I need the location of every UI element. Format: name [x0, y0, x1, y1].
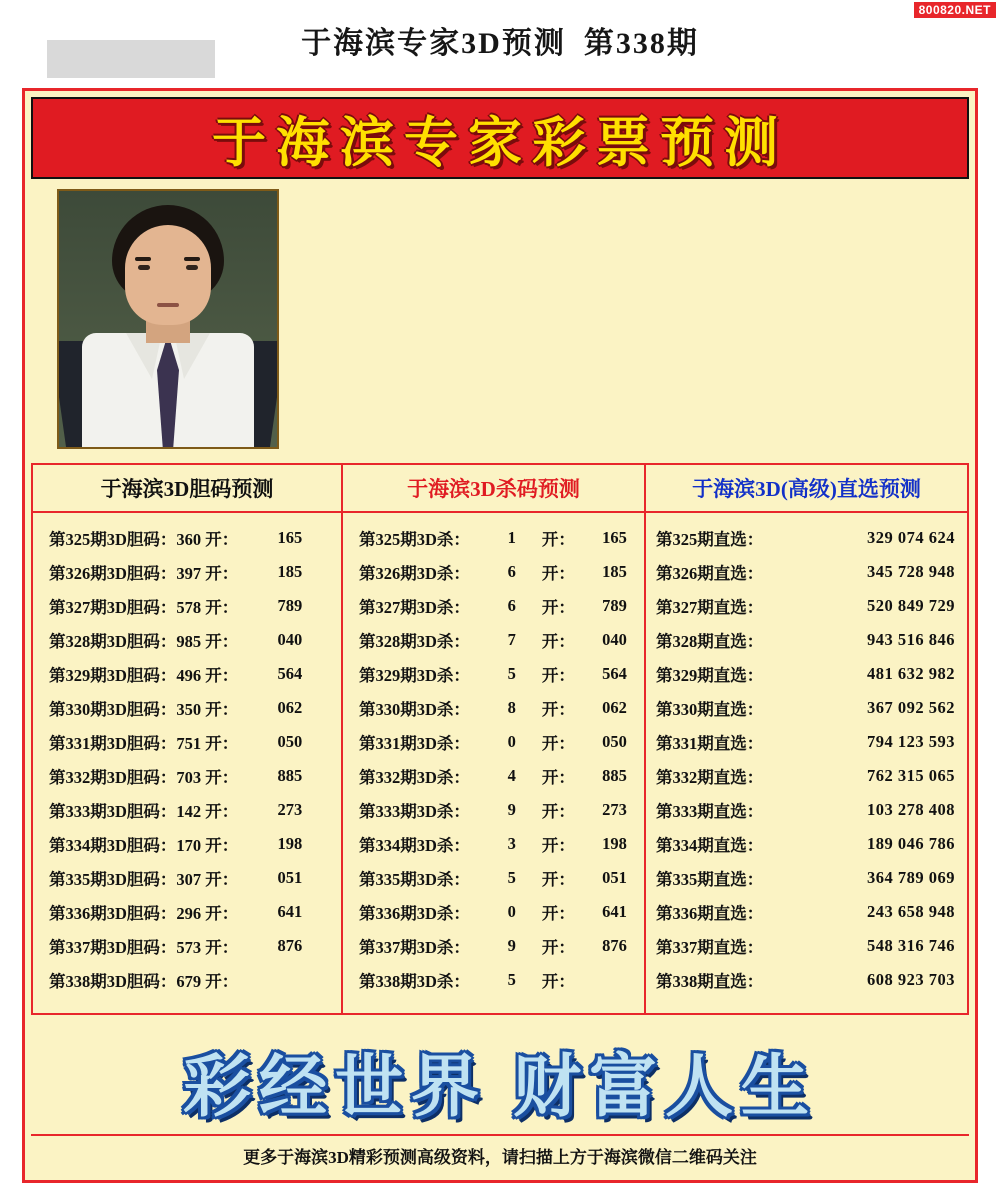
row-numbers: 364 789 069: [867, 868, 955, 887]
table-row: [33, 963, 341, 997]
row-open-label: 开：: [541, 904, 575, 923]
row-kill-number: 8: [507, 698, 516, 717]
table-row: [343, 657, 644, 691]
slogan-left: 彩经世界: [182, 1048, 487, 1125]
table-row: [33, 861, 341, 895]
row-label: 第325期3D杀：: [359, 530, 470, 549]
slogan-banner: [31, 1021, 969, 1141]
row-open: 185: [277, 562, 303, 581]
row-numbers: 345 728 948: [867, 562, 955, 581]
slogan-text: [183, 1033, 817, 1130]
footer-text: 更多于海滨3D精彩预测高级资料，请扫描上方于海滨微信二维码关注: [243, 1147, 757, 1167]
table-row: [33, 929, 341, 963]
row-label: 第332期3D杀：: [359, 768, 470, 787]
row-label: 第327期3D杀：: [359, 598, 470, 617]
table-row: [646, 895, 967, 929]
row-label: 第330期直选：: [656, 700, 764, 719]
row-open: 789: [602, 596, 627, 615]
row-open: 641: [602, 902, 627, 921]
portrait-eye-right: [186, 265, 198, 270]
expert-portrait-photo: [57, 189, 279, 449]
table-row: [646, 759, 967, 793]
qr-code-area: [289, 189, 965, 449]
table-row: [343, 895, 644, 929]
row-label: 第329期直选：: [656, 666, 764, 685]
row-label: 第332期直选：: [656, 768, 764, 787]
column-kill-code: [343, 463, 646, 1015]
row-numbers: 243 658 948: [867, 902, 955, 921]
table-row: [33, 725, 341, 759]
row-kill-number: 0: [507, 902, 516, 921]
row-numbers: 548 316 746: [867, 936, 955, 955]
table-row: [343, 691, 644, 725]
row-kill-number: 5: [507, 664, 516, 683]
row-open-label: 开：: [541, 938, 575, 957]
row-label: 第328期直选：: [656, 632, 764, 651]
banner-title: 于海滨专家彩票预测: [212, 112, 788, 173]
row-open: 050: [277, 732, 303, 751]
row-open: 885: [602, 766, 627, 785]
footer-bar: [31, 1134, 969, 1174]
prediction-columns: [31, 463, 969, 1015]
row-label: 第330期3D胆码：350 开：: [49, 700, 239, 719]
row-label: 第331期3D胆码：751 开：: [49, 734, 239, 753]
row-numbers: 329 074 624: [867, 528, 955, 547]
row-kill-number: 5: [507, 868, 516, 887]
row-open: 062: [602, 698, 627, 717]
row-open: 273: [277, 800, 303, 819]
row-label: 第333期3D胆码：142 开：: [49, 802, 239, 821]
row-label: 第329期3D杀：: [359, 666, 470, 685]
column-kill-rows: [343, 513, 644, 997]
table-row: [33, 827, 341, 861]
table-row: [343, 827, 644, 861]
row-open: 165: [602, 528, 627, 547]
row-open-label: 开：: [541, 700, 575, 719]
table-row: [646, 521, 967, 555]
table-row: [646, 657, 967, 691]
row-open: 273: [602, 800, 627, 819]
column-dan-code: [31, 463, 343, 1015]
row-open: 564: [602, 664, 627, 683]
column-direct-header: 于海滨3D(高级)直选预测: [646, 465, 967, 513]
slogan-right: 财富人生: [513, 1048, 818, 1125]
row-numbers: 520 849 729: [867, 596, 955, 615]
table-row: [343, 555, 644, 589]
row-kill-number: 1: [507, 528, 516, 547]
site-watermark: 800820.NET: [914, 2, 996, 18]
table-row: [646, 623, 967, 657]
row-kill-number: 6: [507, 562, 516, 581]
page-title-issue: 第338期: [583, 27, 699, 60]
table-row: [33, 521, 341, 555]
table-row: [33, 691, 341, 725]
table-row: [343, 929, 644, 963]
row-numbers: 762 315 065: [867, 766, 955, 785]
row-open: 050: [602, 732, 627, 751]
row-label: 第335期直选：: [656, 870, 764, 889]
row-label: 第335期3D胆码：307 开：: [49, 870, 239, 889]
row-kill-number: 6: [507, 596, 516, 615]
row-label: 第326期直选：: [656, 564, 764, 583]
row-label: 第337期3D杀：: [359, 938, 470, 957]
row-open: 876: [602, 936, 627, 955]
row-label: 第328期3D胆码：985 开：: [49, 632, 239, 651]
media-row: [31, 185, 969, 457]
table-row: [343, 793, 644, 827]
row-label: 第337期直选：: [656, 938, 764, 957]
column-direct-selection: [646, 463, 969, 1015]
row-open: 051: [602, 868, 627, 887]
table-row: [646, 589, 967, 623]
table-row: [646, 793, 967, 827]
row-label: 第334期直选：: [656, 836, 764, 855]
logo-placeholder: [47, 40, 215, 78]
table-row: [33, 623, 341, 657]
row-label: 第336期直选：: [656, 904, 764, 923]
row-open: 564: [277, 664, 303, 683]
row-label: 第326期3D胆码：397 开：: [49, 564, 239, 583]
row-open: 198: [602, 834, 627, 853]
table-row: [33, 793, 341, 827]
row-label: 第331期3D杀：: [359, 734, 470, 753]
row-kill-number: 7: [507, 630, 516, 649]
poster-body: [22, 88, 978, 1183]
row-numbers: 103 278 408: [867, 800, 955, 819]
row-open-label: 开：: [541, 530, 575, 549]
portrait-mouth: [157, 303, 179, 307]
row-open: 051: [277, 868, 303, 887]
table-row: [343, 521, 644, 555]
row-open-label: 开：: [541, 734, 575, 753]
row-open: 185: [602, 562, 627, 581]
row-numbers: 367 092 562: [867, 698, 955, 717]
row-label: 第327期3D胆码：578 开：: [49, 598, 239, 617]
row-open: 040: [277, 630, 303, 649]
row-label: 第333期3D杀：: [359, 802, 470, 821]
table-row: [33, 555, 341, 589]
row-open: 165: [277, 528, 303, 547]
table-row: [646, 861, 967, 895]
row-open-label: 开：: [541, 768, 575, 787]
table-row: [646, 555, 967, 589]
row-open: 198: [277, 834, 303, 853]
row-open-label: 开：: [541, 598, 575, 617]
table-row: [343, 861, 644, 895]
row-label: 第328期3D杀：: [359, 632, 470, 651]
row-kill-number: 9: [507, 800, 516, 819]
row-label: 第326期3D杀：: [359, 564, 470, 583]
table-row: [343, 759, 644, 793]
row-open: 885: [277, 766, 303, 785]
row-kill-number: 4: [507, 766, 516, 785]
row-label: 第330期3D杀：: [359, 700, 470, 719]
portrait-eyebrow-left: [135, 257, 151, 261]
row-numbers: 608 923 703: [867, 970, 955, 989]
portrait-eye-left: [138, 265, 150, 270]
row-label: 第338期3D杀：: [359, 972, 470, 991]
table-row: [646, 691, 967, 725]
table-row: [646, 827, 967, 861]
table-row: [646, 725, 967, 759]
row-open: 641: [277, 902, 303, 921]
row-label: 第329期3D胆码：496 开：: [49, 666, 239, 685]
row-open-label: 开：: [541, 836, 575, 855]
row-label: 第333期直选：: [656, 802, 764, 821]
row-label: 第338期3D胆码：679 开：: [49, 972, 239, 991]
table-row: [33, 657, 341, 691]
row-open: 062: [277, 698, 303, 717]
row-kill-number: 5: [507, 970, 516, 989]
row-label: 第337期3D胆码：573 开：: [49, 938, 239, 957]
table-row: [343, 623, 644, 657]
row-open-label: 开：: [541, 666, 575, 685]
row-label: 第331期直选：: [656, 734, 764, 753]
row-open-label: 开：: [541, 564, 575, 583]
row-label: 第325期直选：: [656, 530, 764, 549]
row-kill-number: 0: [507, 732, 516, 751]
row-open: 040: [602, 630, 627, 649]
table-row: [646, 963, 967, 997]
row-numbers: 189 046 786: [867, 834, 955, 853]
row-open: 789: [277, 596, 303, 615]
row-label: 第335期3D杀：: [359, 870, 470, 889]
row-numbers: 943 516 846: [867, 630, 955, 649]
page-title-left: 于海滨专家3D预测: [301, 27, 566, 60]
poster-banner: [31, 97, 969, 179]
portrait-eyebrow-right: [184, 257, 200, 261]
column-direct-rows: [646, 513, 967, 997]
row-label: 第336期3D胆码：296 开：: [49, 904, 239, 923]
column-dan-header: 于海滨3D胆码预测: [33, 465, 341, 513]
row-open: 876: [277, 936, 303, 955]
table-row: [33, 589, 341, 623]
row-label: 第334期3D杀：: [359, 836, 470, 855]
row-kill-number: 3: [507, 834, 516, 853]
table-row: [33, 759, 341, 793]
row-label: 第327期直选：: [656, 598, 764, 617]
column-dan-rows: [33, 513, 341, 997]
row-open-label: 开：: [541, 870, 575, 889]
row-label: 第336期3D杀：: [359, 904, 470, 923]
table-row: [343, 589, 644, 623]
table-row: [343, 963, 644, 997]
row-label: 第332期3D胆码：703 开：: [49, 768, 239, 787]
row-open-label: 开：: [541, 972, 575, 991]
portrait-face: [125, 225, 211, 325]
table-row: [33, 895, 341, 929]
row-open-label: 开：: [541, 632, 575, 651]
row-label: 第325期3D胆码：360 开：: [49, 530, 239, 549]
column-kill-header: 于海滨3D杀码预测: [343, 465, 644, 513]
row-open-label: 开：: [541, 802, 575, 821]
row-numbers: 481 632 982: [867, 664, 955, 683]
row-numbers: 794 123 593: [867, 732, 955, 751]
row-label: 第334期3D胆码：170 开：: [49, 836, 239, 855]
table-row: [646, 929, 967, 963]
row-kill-number: 9: [507, 936, 516, 955]
row-label: 第338期直选：: [656, 972, 764, 991]
table-row: [343, 725, 644, 759]
